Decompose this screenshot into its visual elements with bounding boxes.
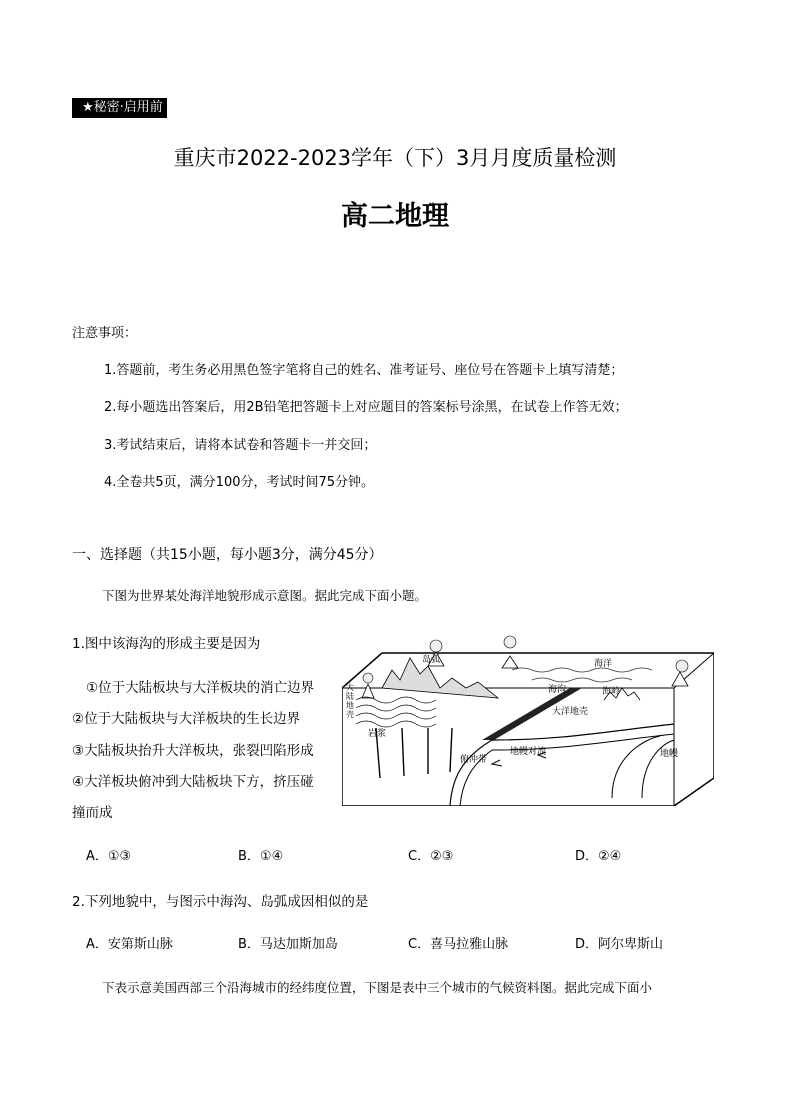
section-heading: 一、选择题（共15小题，每小题3分，满分45分） bbox=[72, 547, 383, 563]
label-mantle-convection: 地幔对流 bbox=[510, 747, 547, 757]
q1-choice-d: D．②④ bbox=[575, 849, 622, 864]
label-ridge: 海岭 bbox=[602, 687, 621, 697]
q1-statement: ②位于大陆板块与大洋板块的生长边界 bbox=[72, 711, 301, 727]
section-intro-2: 下表示意美国西部三个沿海城市的经纬度位置，下图是表中三个城市的气候资料图。据此完成下面小 bbox=[102, 980, 653, 995]
q2-choice-b: B．马达加斯加岛 bbox=[238, 937, 338, 952]
q1-choice-b: B．①④ bbox=[238, 849, 284, 864]
label-mantle: 地幔 bbox=[660, 749, 679, 759]
notice-item: 1.答题前，考生务必用黑色签字笔将自己的姓名、准考证号、座位号在答题卡上填写清楚； bbox=[104, 363, 624, 378]
q2-choice-c: C．喜马拉雅山脉 bbox=[408, 937, 509, 952]
label-island-arc: 岛弧 bbox=[422, 655, 441, 665]
label-subduction-zone: 俯冲带 bbox=[460, 755, 488, 765]
confidential-badge: ★秘密·启用前 bbox=[72, 98, 167, 118]
q1-statement: ④大洋板块俯冲到大陆板块下方，挤压碰 bbox=[72, 774, 314, 790]
q1-choice-a: A．①③ bbox=[86, 849, 132, 864]
exam-title: 重庆市2022-2023学年（下）3月月度质量检测 bbox=[173, 146, 617, 170]
q1-statement: 撞而成 bbox=[72, 805, 113, 821]
question-1-stem: 1.图中该海沟的形成主要是因为 bbox=[72, 636, 261, 652]
notice-item: 3.考试结束后，请将本试卷和答题卡一并交回； bbox=[104, 438, 377, 453]
notice-item: 2.每小题选出答案后，用2B铅笔把答题卡上对应题目的答案标号涂黑，在试卷上作答无效； bbox=[104, 400, 628, 415]
q2-choice-a: A．安第斯山脉 bbox=[86, 937, 173, 952]
q1-choice-c: C．②③ bbox=[408, 849, 454, 864]
q1-statement: ③大陆板块抬升大洋板块，张裂凹陷形成 bbox=[72, 743, 314, 759]
notice-item: 4.全卷共5页，满分100分，考试时间75分钟。 bbox=[104, 475, 375, 490]
label-ocean: 海洋 bbox=[594, 659, 613, 669]
label-magma: 岩浆 bbox=[368, 729, 387, 739]
notice-heading: 注意事项： bbox=[72, 326, 138, 341]
section-intro: 下图为世界某处海洋地貌形成示意图。据此完成下面小题。 bbox=[102, 588, 428, 603]
subject-title: 高二地理 bbox=[341, 201, 449, 232]
block-outline bbox=[342, 653, 714, 806]
ocean-landform-diagram bbox=[342, 628, 714, 806]
q1-statement: ①位于大陆板块与大洋板块的消亡边界 bbox=[86, 680, 315, 696]
label-trench: 海沟 bbox=[548, 685, 567, 695]
question-2-stem: 2.下列地貌中，与图示中海沟、岛弧成因相似的是 bbox=[72, 894, 369, 910]
label-oceanic-crust: 大洋地壳 bbox=[552, 707, 589, 717]
q2-choice-d: D．阿尔卑斯山 bbox=[575, 937, 664, 952]
label-continental-crust: 大陆地壳 bbox=[346, 683, 354, 719]
